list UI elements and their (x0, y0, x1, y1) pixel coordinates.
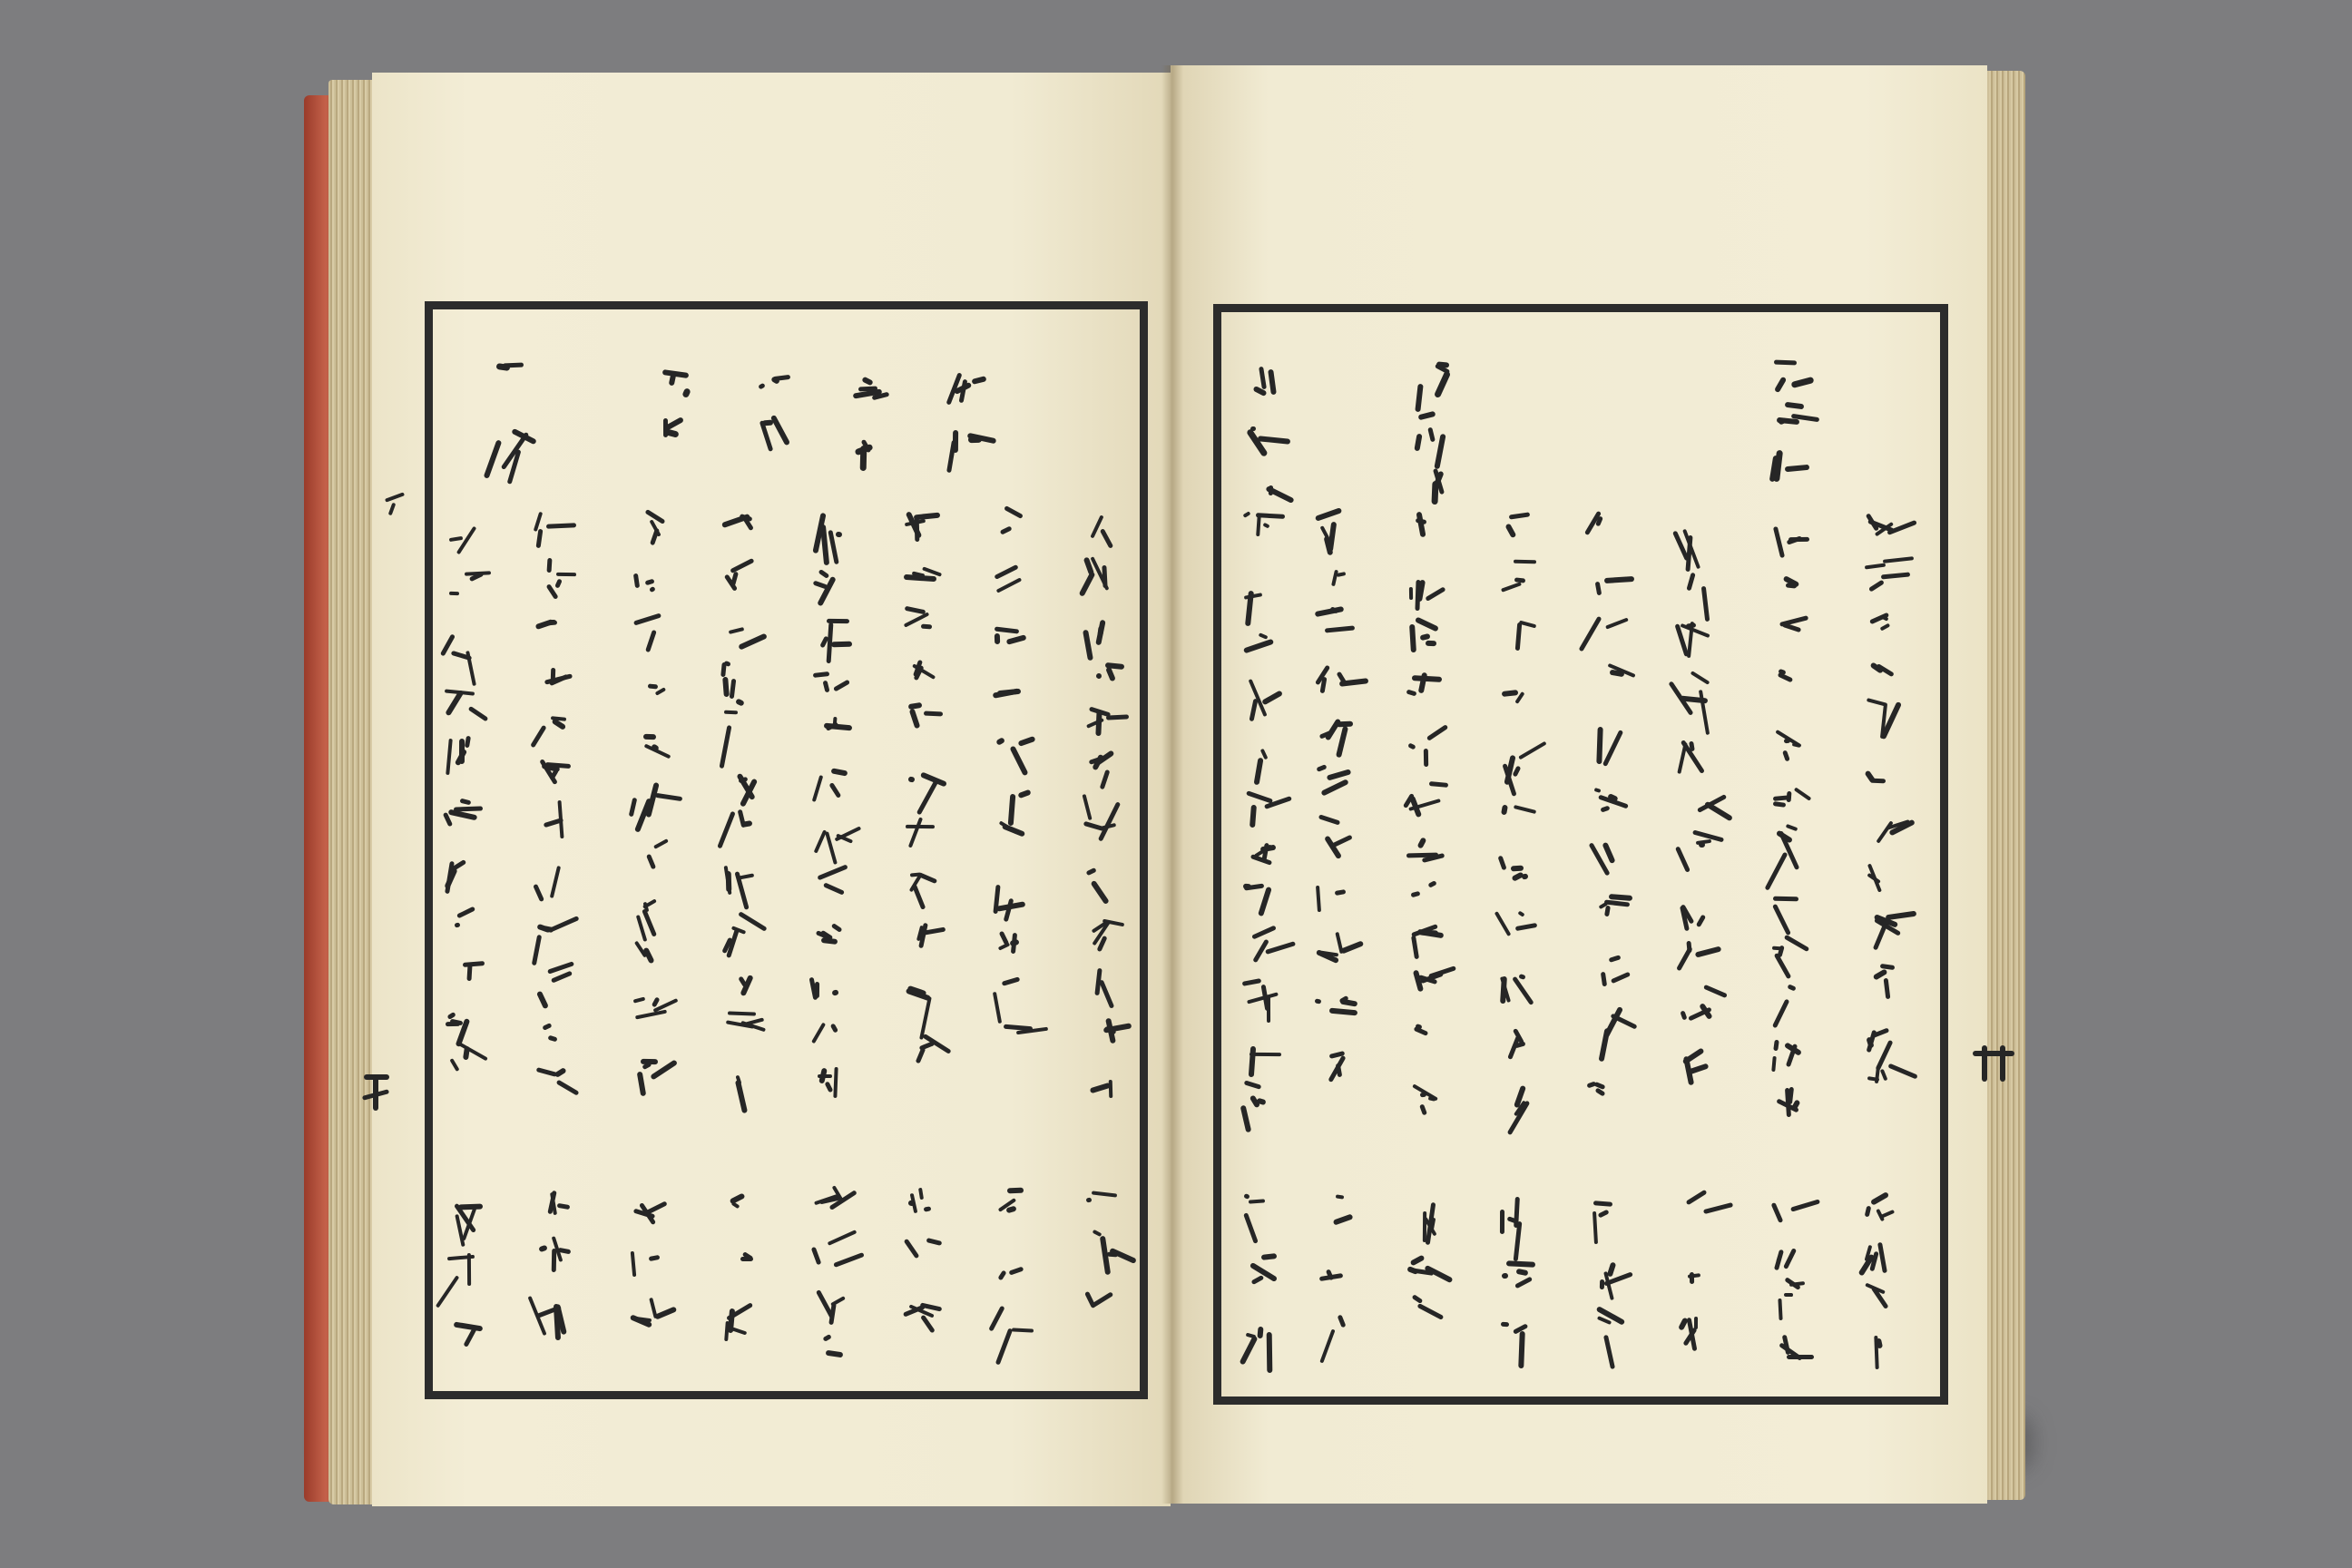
right-heading-3 (1240, 358, 1283, 508)
left-signature-4 (804, 1184, 848, 1352)
left-signature-8 (436, 1184, 480, 1352)
right-verse-column-1 (1857, 508, 1900, 1107)
right-verse-column-5 (1489, 508, 1533, 1107)
left-verse-column-7 (527, 508, 571, 1098)
left-edge-tab-mark (358, 1071, 395, 1116)
left-verse-column-4 (804, 508, 848, 1098)
right-signature-4 (1580, 1193, 1623, 1357)
left-heading-5 (482, 363, 525, 472)
right-verse-column-6 (1398, 508, 1442, 1107)
left-verse-column-6 (622, 508, 666, 1098)
left-signature-1 (1076, 1184, 1120, 1352)
left-heading-3 (750, 363, 793, 472)
right-signature-6 (1398, 1193, 1442, 1357)
left-heading-4 (654, 363, 698, 472)
left-signature-5 (713, 1184, 757, 1352)
right-signature-1 (1857, 1193, 1900, 1357)
left-verse-column-3 (895, 508, 938, 1098)
right-verse-column-2 (1761, 508, 1805, 1107)
right-signature-7 (1308, 1193, 1351, 1357)
left-verse-column-8 (436, 508, 480, 1098)
right-signature-3 (1671, 1193, 1714, 1357)
right-verse-column-3 (1671, 508, 1714, 1107)
right-edge-tab-mark (1969, 1044, 2019, 1084)
right-heading-1 (1761, 358, 1805, 508)
left-heading-2 (840, 363, 884, 472)
right-signature-2 (1761, 1193, 1805, 1357)
left-signature-7 (527, 1184, 571, 1352)
left-signature-6 (622, 1184, 666, 1352)
right-verse-column-7 (1308, 508, 1351, 1107)
right-signature-8 (1235, 1193, 1279, 1357)
right-signature-5 (1489, 1193, 1533, 1357)
left-heading-1 (940, 363, 984, 472)
left-marginal-mark (381, 490, 408, 517)
right-verse-column-8 (1235, 508, 1279, 1107)
book-gutter (1161, 65, 1183, 1504)
right-heading-2 (1407, 358, 1451, 508)
left-signature-3 (895, 1184, 938, 1352)
left-signature-2 (985, 1184, 1029, 1352)
left-verse-column-2 (985, 508, 1029, 1098)
left-verse-column-5 (713, 508, 757, 1098)
left-verse-column-1 (1076, 508, 1120, 1098)
right-verse-column-4 (1580, 508, 1623, 1107)
left-page-stack (328, 80, 376, 1504)
